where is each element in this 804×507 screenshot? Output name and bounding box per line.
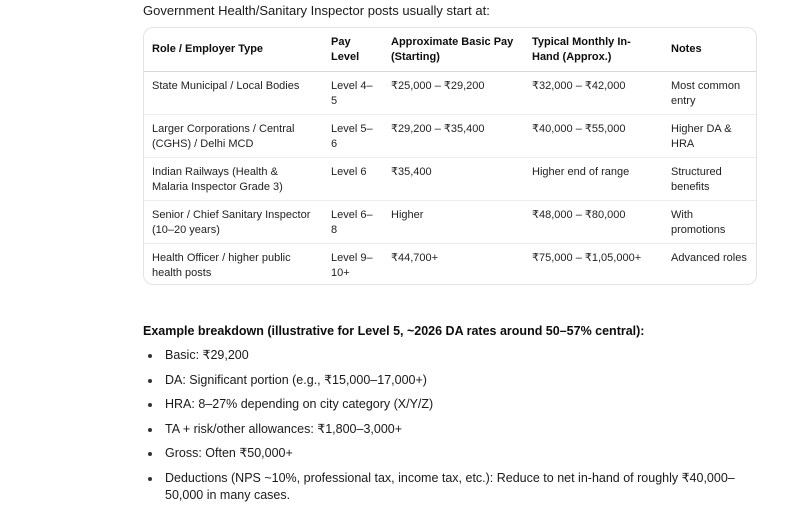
cell-pay-level: Level 4–5 [323,72,383,115]
cell-notes: With promotions [663,201,756,244]
cell-notes: Most common entry [663,72,756,115]
cell-role: Larger Corporations / Central (CGHS) / Delhi MCD [144,115,323,158]
breakdown-heading: Example breakdown (illustrative for Level 5, ~2026 DA rates around 50–57% central): [143,324,645,338]
list-item: Basic: ₹29,200 [143,347,743,364]
header-notes: Notes [663,28,756,72]
table-header-row [144,28,756,72]
table-row [144,72,756,115]
cell-basic-pay: ₹35,400 [383,158,524,201]
cell-role: Health Officer / higher public health posts [152,252,291,279]
cell-basic-pay: ₹25,000 – ₹29,200 [383,72,524,115]
intro-text: Government Health/Sanitary Inspector posts usually start at: [143,3,490,18]
list-item: DA: Significant portion (e.g., ₹15,000–17,000+) [143,372,743,389]
cell-basic-pay: Higher [383,201,524,244]
cell-pay-level: Level 6–8 [323,201,383,244]
header-basic-pay: Approximate Basic Pay (Starting) [383,28,524,72]
cell-notes: Advanced roles [671,252,747,264]
cell-basic-pay: ₹29,200 – ₹35,400 [383,115,524,158]
salary-table [144,28,756,285]
list-item: HRA: 8–27% depending on city category (X/Y/Z) [143,396,743,413]
list-item: Gross: Often ₹50,000+ [143,445,743,462]
table-row [144,201,756,244]
cell-pay-level: Level 9–10+ [331,252,373,279]
cell-role: Senior / Chief Sanitary Inspector (10–20 years) [144,201,323,244]
cell-pay-level: Level 5–6 [323,115,383,158]
list-item: Deductions (NPS ~10%, professional tax, income tax, etc.): Reduce to net in-hand of roughly ₹40,000–50,000 in many cases. [143,470,743,504]
breakdown-list [143,347,743,507]
cell-in-hand: ₹40,000 – ₹55,000 [524,115,663,158]
cell-basic-pay: ₹44,700+ [391,252,439,264]
header-in-hand: Typical Monthly In-Hand (Approx.) [524,28,663,72]
list-item: TA + risk/other allowances: ₹1,800–3,000+ [143,421,743,438]
cell-in-hand: ₹32,000 – ₹42,000 [524,72,663,115]
cell-notes: Structured benefits [663,158,756,201]
cell-in-hand: Higher end of range [524,158,663,201]
salary-table-container [143,27,757,285]
cell-notes: Higher DA & HRA [663,115,756,158]
cell-in-hand: ₹48,000 – ₹80,000 [524,201,663,244]
header-role: Role / Employer Type [144,28,323,72]
cell-in-hand: ₹75,000 – ₹1,05,000+ [532,252,642,264]
table-row [144,115,756,158]
header-pay-level: Pay Level [323,28,383,72]
cell-pay-level: Level 6 [323,158,383,201]
table-row [144,158,756,201]
cell-role: State Municipal / Local Bodies [144,72,323,115]
cell-role: Indian Railways (Health & Malaria Inspector Grade 3) [144,158,323,201]
table-row [144,244,756,286]
